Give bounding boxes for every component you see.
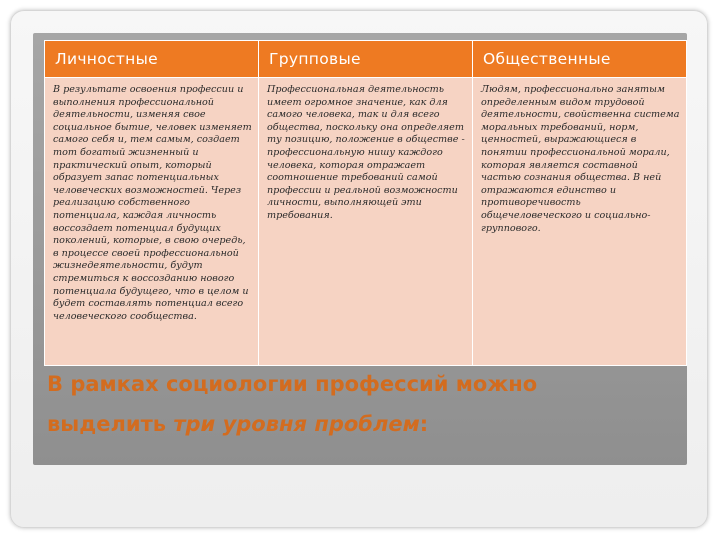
heading-line-1: В рамках социологии профессий можно <box>47 372 538 396</box>
heading-line-2 <box>47 404 667 444</box>
cell-personal: В результате освоения профессии и выполнения профессиональной деятельности, изменяя свое социальное бытие, человек изменяет самого себя и, тем самым, создает тот богатый жизненный и практический опыт, который образует запас потенциальных человеческих возможностей. Через реализацию собственного потенциала, каждая личность воссоздает потенциал будущих поколений, которые, в свою очередь, в процессе своей профессиональной жизнедеятельности, будут стремиться к воссозданию нового потенциала будущего, что в целом и будет составлять потенциал всего человеческого сообщества. <box>45 78 259 366</box>
header-social: Общественные <box>473 41 687 78</box>
heading-prefix: выделить <box>47 412 174 436</box>
cell-social: Людям, профессионально занятым определенным видом трудовой деятельности, свойственна система моральных требований, норм, ценностей, выражающиеся в понятии профессиональной морали, которая является составной частью сознания общества. В ней отражаются единство и противоречивость общечеловеческого и социально-группового. <box>473 78 687 366</box>
heading-suffix: : <box>419 412 429 436</box>
table-row <box>45 78 687 366</box>
levels-table <box>44 40 687 366</box>
cell-group: Профессиональная деятельность имеет огромное значение, как для самого человека, так и для всего общества, поскольку она определяет ту позицию, положение в обществе - профессиональную нишу каждого человека, которая отражает соотношение требований самой профессии и реальной возможности личности, выполняющей эти требования. <box>259 78 473 366</box>
table-header-row <box>45 41 687 78</box>
slide-heading <box>47 364 667 444</box>
heading-emphasis: три уровня проблем <box>173 412 420 436</box>
header-group: Групповые <box>259 41 473 78</box>
header-personal: Личностные <box>45 41 259 78</box>
